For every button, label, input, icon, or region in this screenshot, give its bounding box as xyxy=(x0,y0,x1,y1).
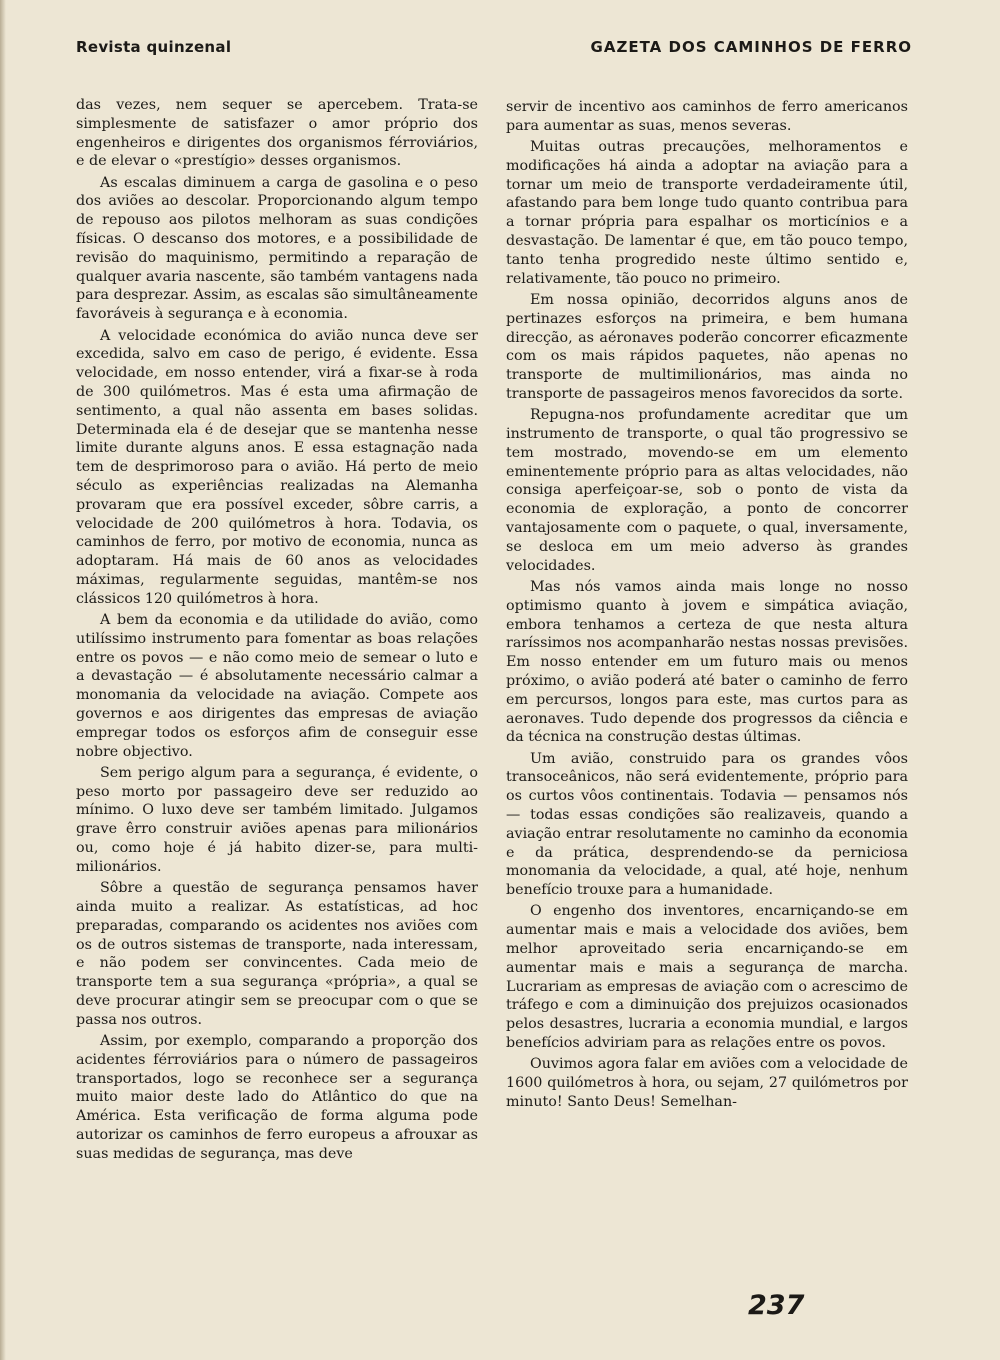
running-header-right: GAZETA DOS CAMINHOS DE FERRO xyxy=(590,38,912,56)
text-column-right xyxy=(506,98,908,1112)
page-number: 237 xyxy=(748,1290,805,1321)
paragraph: Assim, por exemplo, comparando a proporção dos acidentes férroviários para o número de passageiros transportados, logo se reconhece ser a segurança muito maior deste lado do Atlântico do que na América. Esta verificação de forma alguma pode autorizar os caminhos de ferro europeus a afrouxar as suas medidas de segurança, mas deve xyxy=(76,1033,478,1162)
paragraph: Repugna-nos profundamente acreditar que um instrumento de transporte, o qual tão progressivo se tem mostrado, movendo-se em um elemento eminentemente próprio para as altas velocidades, não consiga aperfeiçoar-se, sob o ponto de vista da economia de exploração, a ponto de concorrer vantajosamente com o paquete, o qual, inversamente, se desloca em um meio adverso às grandes velocidades. xyxy=(506,407,908,574)
text-column-left xyxy=(76,96,478,1164)
page-edge-shadow xyxy=(0,0,6,1360)
running-header-left: Revista quinzenal xyxy=(76,38,232,56)
paragraph: A bem da economia e da utilidade do avião, como utilíssimo instrumento para fomentar as boas relações entre os povos — e não como meio de semear o luto e a devastação — é absolutamente necessário calmar a monomania da velocidade na aviação. Compete aos governos e aos dirigentes das empresas de aviação empregar todos os esforços afim de conseguir esse nobre objectivo. xyxy=(76,612,478,760)
paragraph: Sem perigo algum para a segurança, é evidente, o peso morto por passageiro deve ser reduzido ao mínimo. O luxo deve ser também limitado. Julgamos grave êrro construir aviões apenas para milionários ou, como hoje é já habito dizer-se, para multi-milionários. xyxy=(76,764,478,875)
paragraph: Em nossa opinião, decorridos alguns anos de pertinazes esforços na primeira, e bem humana direcção, as aéronaves poderão concorrer eficazmente com os mais rápidos paquetes, não apenas no transporte de multimilionários, mas ainda no transporte de passageiros menos favorecidos da sorte. xyxy=(506,291,908,402)
paragraph: servir de incentivo aos caminhos de ferro americanos para aumentar as suas, menos severas. xyxy=(506,99,908,134)
paragraph: O engenho dos inventores, encarniçando-se em aumentar mais e mais a velocidade dos aviões, bem melhor aproveitado seria encarniçando-se em aumentar mais e mais a segurança de marcha. Lucrariam as empresas de aviação com o acrescimo de tráfego e com a diminuição dos prejuizos ocasionados pelos desastres, lucraria a economia mundial, e largos benefícios adviriam para as relações entre os povos. xyxy=(506,903,908,1052)
paragraph: As escalas diminuem a carga de gasolina e o peso dos aviões ao descolar. Proporcionando algum tempo de repouso aos pilotos melhoram as suas condições físicas. O descanso dos motores, e a possibilidade de revisão do maquinismo, permitindo a reparação de qualquer avaria nascente, são também vantagens nada para desprezar. Assim, as escalas são simultâneamente favoráveis à segurança e à economia. xyxy=(76,174,478,323)
paragraph: das vezes, nem sequer se apercebem. Trata-se simplesmente de satisfazer o amor próprio dos engenheiros e dirigentes dos organismos férroviários, e de elevar o «prestígio» desses organismos. xyxy=(76,97,478,170)
paragraph: A velocidade económica do avião nunca deve ser excedida, salvo em caso de perigo, é evidente. Essa velocidade, em nosso entender, virá a fixar-se à roda de 300 quilómetros. Mas é esta uma afirmação de sentimento, a qual não assenta em bases solidas. Determinada ela é de desejar que se mantenha nesse limite durante alguns anos. E essa estagnação nada tem de desprimoroso para o avião. Há perto de meio século as experiências realizadas na Alemanha provaram que era possível exceder, sôbre carris, a velocidade de 200 quilómetros à hora. Todavia, os caminhos de ferro, por motivo de economia, nunca as adoptaram. Há mais de 60 anos as velocidades máximas, regularmente seguidas, mantêm-se nos clássicos 120 quilómetros à hora. xyxy=(76,327,478,607)
paragraph: Um avião, construido para os grandes vôos transoceânicos, não será evidentemente, próprio para os curtos vôos continentais. Todavia — pensamos nós — todas essas condições são realizaveis, quando a aviação entrar resolutamente no caminho da economia e da prática, desprendendo-se da perniciosa monomania da velocidade, a qual, até hoje, nenhum benefício trouxe para a humanidade. xyxy=(506,750,908,899)
paragraph: Muitas outras precauções, melhoramentos e modificações há ainda a adoptar na aviação para a tornar um meio de transporte verdadeiramente útil, afastando para bem longe tudo quanto contribua para a tornar própria para espalhar os morticínios e a desvastação. De lamentar é que, em tão pouco tempo, tanto tenha progredido neste último sentido e, relativamente, tão pouco no primeiro. xyxy=(506,139,908,287)
paragraph: Ouvimos agora falar em aviões com a velocidade de 1600 quilómetros à hora, ou sejam, 27 quilómetros por minuto! Santo Deus! Semelhan- xyxy=(506,1056,908,1110)
paragraph: Mas nós vamos ainda mais longe no nosso optimismo quanto à jovem e simpática aviação, embora tenhamos a certeza de que nesta altura raríssimos nos acompanharão nestas nossas previsões. Em nosso entender em um futuro mais ou menos próximo, o avião poderá até bater o caminho de ferro em percursos, longos para este, mas curtos para as aeronaves. Tudo depende dos progressos da ciência e da técnica na construção destas últimas. xyxy=(506,578,908,746)
paragraph: Sôbre a questão de segurança pensamos haver ainda muito a realizar. As estatísticas, ad hoc preparadas, comparando os acidentes nos aviões com os de outros sistemas de transporte, nada interessam, e não podem ser convincentes. Cada meio de transporte tem a sua segurança «própria», a qual se deve procurar atingir sem se preocupar com o que se passa nos outros. xyxy=(76,880,478,1028)
